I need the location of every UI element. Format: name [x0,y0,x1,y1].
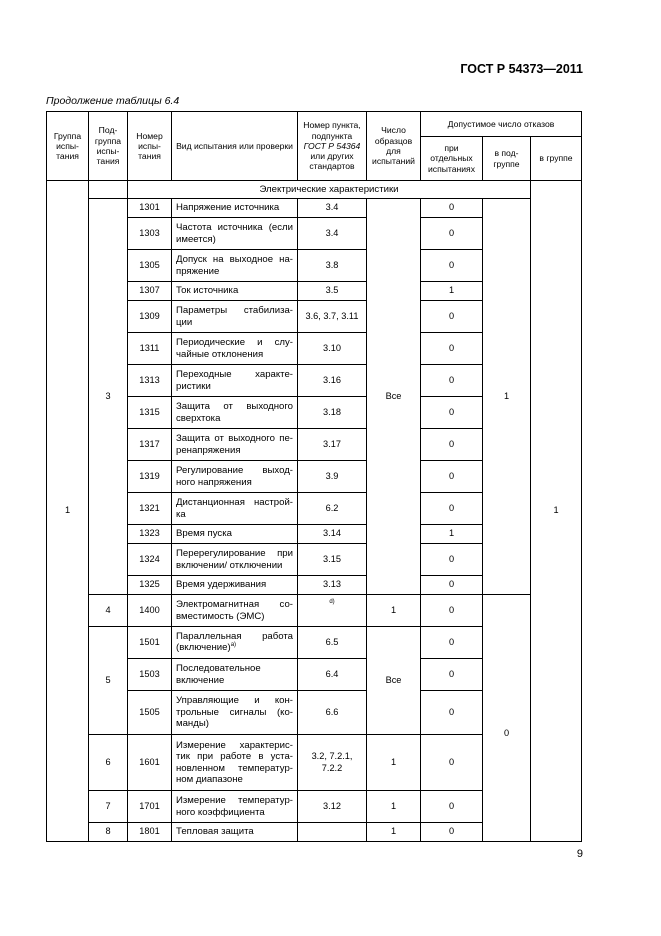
test-name: Измерение характерис-тик при работе в уста-новленном температур-ном диапазоне [172,735,298,791]
subgroup-cell: 7 [89,791,128,823]
failures-each: 0 [421,250,483,282]
test-name: Напряжение источника [172,199,298,218]
test-clause: 3.2, 7.2.1, 7.2.2 [298,735,367,791]
failures-each: 0 [421,365,483,397]
test-name: Переходные характе-ристики [172,365,298,397]
col-failures-subgroup: в под-группе [483,137,531,181]
test-number: 1505 [128,691,172,735]
samples-cell: 1 [367,823,421,842]
test-name: Параметры стабилиза-ции [172,301,298,333]
failures-each: 0 [421,301,483,333]
test-clause: 6.5 [298,627,367,659]
col-clause-line1: Номер пункта, подпункта [303,120,361,141]
test-name: Защита от выходного пе-ренапряжения [172,429,298,461]
test-clause: d) [298,595,367,627]
test-number: 1319 [128,461,172,493]
failures-each: 0 [421,429,483,461]
test-clause: 3.16 [298,365,367,397]
failures-each: 0 [421,691,483,735]
col-samples: Число образцов для испытаний [367,112,421,181]
test-number: 1501 [128,627,172,659]
test-number: 1317 [128,429,172,461]
failures-each: 1 [421,525,483,544]
test-clause: 3.17 [298,429,367,461]
test-clause: 3.6, 3.7, 3.11 [298,301,367,333]
test-number: 1305 [128,250,172,282]
samples-cell: 1 [367,595,421,627]
failures-each: 1 [421,282,483,301]
test-clause: 3.4 [298,218,367,250]
failures-each: 0 [421,397,483,429]
failures-each: 0 [421,627,483,659]
test-number: 1303 [128,218,172,250]
group-failures-cell: 1 [531,181,582,842]
table-row [47,627,582,659]
failures-each: 0 [421,791,483,823]
subgroup-cell: 5 [89,627,128,735]
test-clause: 6.2 [298,493,367,525]
col-clause-line3: или других стандартов [309,151,355,172]
col-failures-group: в группе [531,137,582,181]
test-name: Защита от выходного сверхтока [172,397,298,429]
test-clause: 3.15 [298,544,367,576]
subgroup-cell: 4 [89,595,128,627]
failures-each: 0 [421,659,483,691]
empty-cell [89,181,128,199]
test-name: Дистанционная настрой-ка [172,493,298,525]
col-clause [298,112,367,181]
failures-each: 0 [421,823,483,842]
samples-cell: 1 [367,735,421,791]
subgroup-failures-cell: 0 [483,627,531,842]
test-table [46,111,582,842]
subgroup-cell: 3 [89,199,128,595]
test-name: Ток источника [172,282,298,301]
test-clause: 3.14 [298,525,367,544]
table-row [47,199,582,218]
empty-cell [483,595,531,627]
subgroup-cell: 8 [89,823,128,842]
col-failures: Допустимое число отказов [421,112,582,137]
failures-each: 0 [421,333,483,365]
failures-each: 0 [421,595,483,627]
test-clause: 3.8 [298,250,367,282]
failures-each: 0 [421,493,483,525]
test-name: Время удерживания [172,576,298,595]
col-failures-each: при отдельных испытаниях [421,137,483,181]
test-number: 1321 [128,493,172,525]
test-name: Время пуска [172,525,298,544]
table-caption: Продолжение таблицы 6.4 [46,95,180,107]
col-number: Номер испы-тания [128,112,172,181]
test-name: Перерегулирование при включении/ отключении [172,544,298,576]
test-number: 1503 [128,659,172,691]
col-subgroup: Под-группа испы-тания [89,112,128,181]
test-number: 1701 [128,791,172,823]
test-number: 1307 [128,282,172,301]
test-number: 1601 [128,735,172,791]
test-name: Периодические и слу-чайные отклонения [172,333,298,365]
test-clause: 3.10 [298,333,367,365]
test-clause: 3.12 [298,791,367,823]
test-name: Последовательное включение [172,659,298,691]
test-number: 1323 [128,525,172,544]
test-clause: 3.18 [298,397,367,429]
test-clause: 6.6 [298,691,367,735]
test-name: Управляющие и кон-трольные сигналы (ко-манды) [172,691,298,735]
test-clause: 3.13 [298,576,367,595]
group-cell: 1 [47,181,89,842]
test-number: 1325 [128,576,172,595]
col-clause-standard: ГОСТ Р 54364 [303,140,361,151]
test-name: Тепловая защита [172,823,298,842]
failures-each: 0 [421,576,483,595]
test-number: 1315 [128,397,172,429]
table-row [47,595,582,627]
test-name: Измерение температур-ного коэффициента [172,791,298,823]
test-number: 1313 [128,365,172,397]
test-clause: 3.4 [298,199,367,218]
test-number: 1301 [128,199,172,218]
section-row [47,181,582,199]
failures-each: 0 [421,544,483,576]
test-number: 1309 [128,301,172,333]
test-number: 1801 [128,823,172,842]
failures-each: 0 [421,461,483,493]
test-name-text: Параллельная работа (включение) [176,630,293,654]
test-clause: 3.9 [298,461,367,493]
test-name: Допуск на выходное на-пряжение [172,250,298,282]
test-clause [298,823,367,842]
subgroup-cell: 6 [89,735,128,791]
subgroup-failures-cell: 1 [483,199,531,595]
col-type: Вид испытания или проверки [172,112,298,181]
samples-cell: Все [367,627,421,735]
test-name [172,627,298,659]
page-number: 9 [576,848,583,860]
col-group: Группа испы-тания [47,112,89,181]
footnote-mark: а) [230,642,237,649]
test-number: 1324 [128,544,172,576]
test-clause: 6.4 [298,659,367,691]
failures-each: 0 [421,218,483,250]
test-name: Электромагнитная со-вместимость (ЭМС) [172,595,298,627]
document-code: ГОСТ Р 54373—2011 [460,62,583,76]
test-name: Частота источника (если имеется) [172,218,298,250]
samples-cell: Все [367,199,421,595]
samples-cell: 1 [367,791,421,823]
test-number: 1400 [128,595,172,627]
test-name: Регулирование выход-ного напряжения [172,461,298,493]
test-clause: 3.5 [298,282,367,301]
failures-each: 0 [421,199,483,218]
test-number: 1311 [128,333,172,365]
section-title: Электрические характеристики [128,181,531,199]
failures-each: 0 [421,735,483,791]
